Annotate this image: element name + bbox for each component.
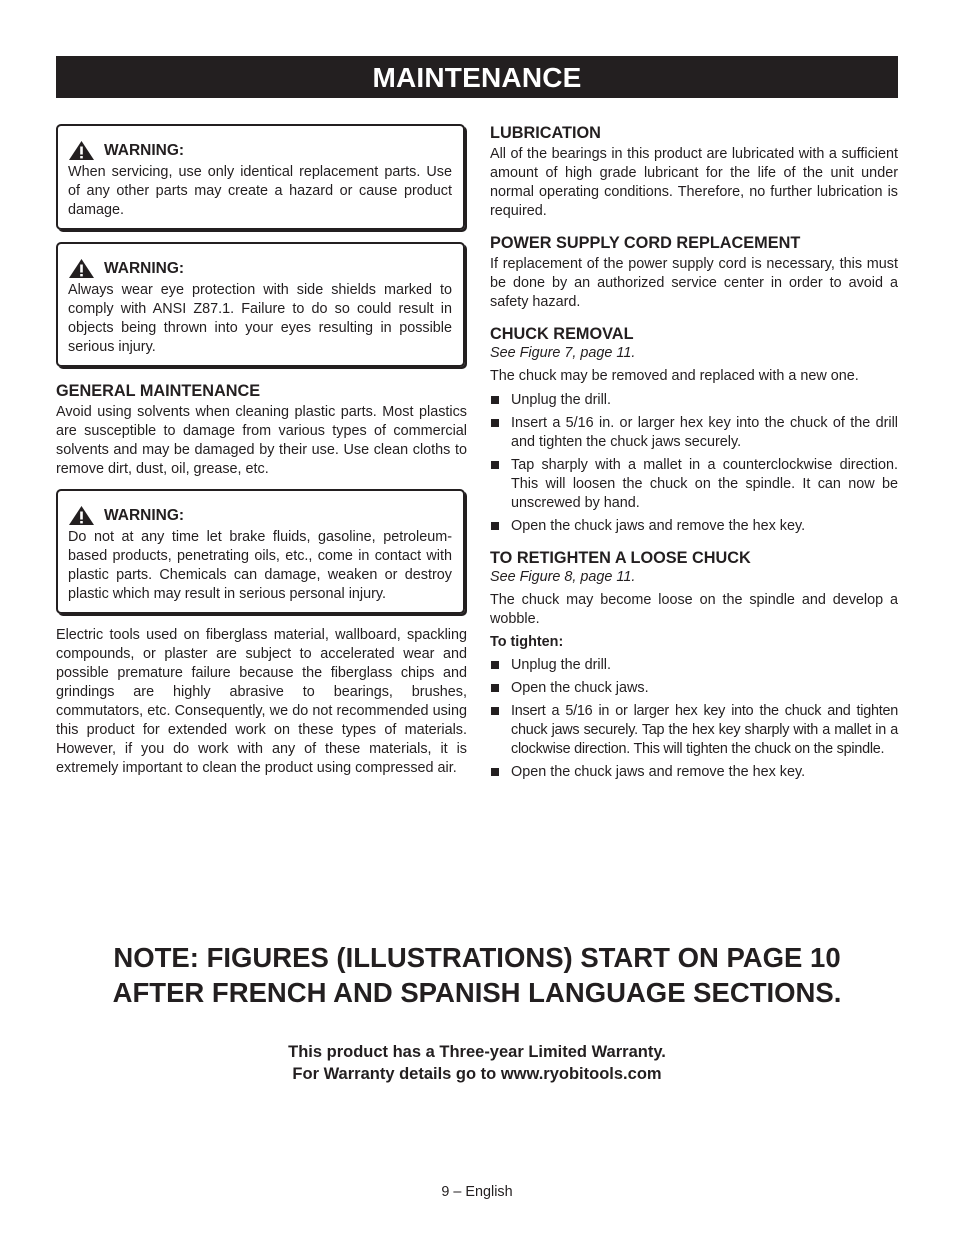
- step-text: Open the chuck jaws and remove the hex key.: [511, 764, 806, 780]
- list-item: [490, 456, 898, 513]
- list-item: [490, 517, 898, 536]
- retighten-steps: [490, 656, 898, 782]
- lubrication-text: All of the bearings in this product are lubricated with a sufficient amount of high grade lubricant for the life of the unit under normal operating conditions. Therefore, no further lubrication is required.: [490, 146, 898, 219]
- warning-triangle-icon: [68, 140, 95, 161]
- bullet-square-icon: [491, 461, 499, 469]
- step-text: Unplug the drill.: [511, 392, 611, 408]
- retighten-intro: The chuck may become loose on the spindle and develop a wobble.: [490, 592, 898, 627]
- bullet-square-icon: [491, 768, 499, 776]
- warning-text: Do not at any time let brake fluids, gasoline, petroleum-based products, penetrating oils, etc., come in contact with plastic parts. Chemicals can damage, weaken or destroy plastic which may result in serious personal injury.: [68, 529, 452, 602]
- warning-heading: [68, 505, 452, 526]
- lubrication-heading: LUBRICATION: [490, 124, 601, 142]
- step-text: Open the chuck jaws and remove the hex key.: [511, 518, 806, 534]
- list-item: [490, 656, 898, 675]
- figures-note-line: NOTE: FIGURES (ILLUSTRATIONS) START ON PAGE 10: [113, 942, 841, 973]
- warning-triangle-icon: [68, 505, 95, 526]
- step-text: Open the chuck jaws.: [511, 680, 649, 696]
- list-item: [490, 414, 898, 452]
- bullet-square-icon: [491, 684, 499, 692]
- list-item: [490, 763, 898, 782]
- chuck-removal-figure-ref: See Figure 7, page 11.: [490, 345, 636, 361]
- bullet-square-icon: [491, 707, 499, 715]
- warning-text: Always wear eye protection with side shields marked to comply with ANSI Z87.1. Failure to do so could result in objects being thrown into your eyes resulting in possible serious injury.: [68, 282, 452, 355]
- list-item: [490, 679, 898, 698]
- bullet-square-icon: [491, 396, 499, 404]
- figures-note-line: AFTER FRENCH AND SPANISH LANGUAGE SECTIONS.: [112, 977, 842, 1008]
- bullet-square-icon: [491, 661, 499, 669]
- chuck-removal-intro: The chuck may be removed and replaced with a new one.: [490, 368, 859, 384]
- warning-box: [56, 242, 465, 367]
- bullet-square-icon: [491, 419, 499, 427]
- step-text: Insert a 5/16 in or larger hex key into the chuck and tighten chuck jaws securely. Tap the hex key sharply with a mallet in a clockwise direction. This will tighten the chuck on the spindle.: [511, 703, 898, 757]
- list-item: [490, 702, 898, 759]
- page-number: 9 – English: [441, 1184, 513, 1200]
- retighten-heading: TO RETIGHTEN A LOOSE CHUCK: [490, 549, 751, 567]
- warning-label: WARNING:: [104, 259, 185, 277]
- warranty-line: For Warranty details go to www.ryobitools.com: [292, 1065, 662, 1083]
- chuck-removal-steps: [490, 391, 898, 536]
- list-item: [490, 391, 898, 410]
- bullet-square-icon: [491, 522, 499, 530]
- chuck-removal-heading: CHUCK REMOVAL: [490, 325, 634, 343]
- warning-text: When servicing, use only identical replacement parts. Use of any other parts may create a hazard or cause product damage.: [68, 164, 452, 218]
- general-maintenance-heading: GENERAL MAINTENANCE: [56, 382, 261, 400]
- retighten-figure-ref: See Figure 8, page 11.: [490, 569, 636, 585]
- warning-heading: [68, 258, 452, 279]
- warranty-line: This product has a Three-year Limited Warranty.: [288, 1043, 666, 1061]
- step-text: Unplug the drill.: [511, 657, 611, 673]
- general-maintenance-text: Avoid using solvents when cleaning plastic parts. Most plastics are susceptible to damage from various types of commercial solvents and may be damaged by their use. Use clean cloths to remove dirt, dust, oil, grease, etc.: [56, 404, 467, 477]
- step-text: Insert a 5/16 in. or larger hex key into the chuck of the drill and tighten the chuck jaws securely.: [511, 415, 898, 450]
- warning-heading: [68, 140, 452, 161]
- warning-label: WARNING:: [104, 506, 185, 524]
- cord-heading: POWER SUPPLY CORD REPLACEMENT: [490, 234, 801, 252]
- figures-note: [56, 940, 898, 1010]
- warning-box: [56, 124, 465, 230]
- warranty-notice: [56, 1041, 898, 1085]
- page-title: MAINTENANCE: [56, 56, 898, 98]
- left-column: [56, 124, 467, 778]
- to-tighten-subheading: To tighten:: [490, 634, 564, 650]
- warning-box: [56, 489, 465, 614]
- cord-text: If replacement of the power supply cord is necessary, this must be done by an authorized service center in order to avoid a safety hazard.: [490, 256, 898, 310]
- warning-triangle-icon: [68, 258, 95, 279]
- warning-label: WARNING:: [104, 141, 185, 159]
- step-text: Tap sharply with a mallet in a counterclockwise direction. This will loosen the chuck on the spindle. It can now be unscrewed by hand.: [511, 457, 898, 511]
- right-column: [490, 123, 898, 786]
- electric-tools-text: Electric tools used on fiberglass material, wallboard, spackling compounds, or plaster are subject to accelerated wear and possible premature failure because the fiberglass chips and grindings are highly abrasive to bearings, brushes, commutators, etc. Consequently, we do not recommended using this product for extended work on these types of materials. However, if you do work with any of these materials, it is extremely important to clean the product using compressed air.: [56, 627, 467, 776]
